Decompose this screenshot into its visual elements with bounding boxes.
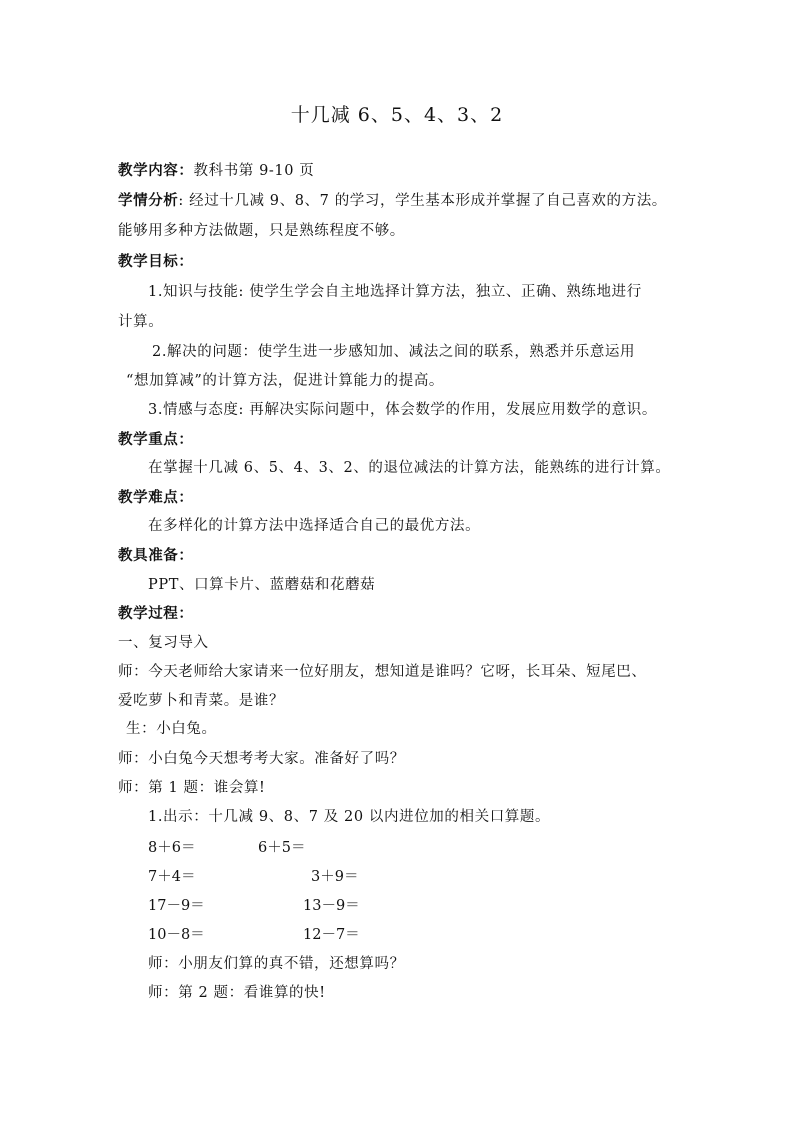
content-label: 教学内容： xyxy=(118,162,194,179)
key-point-text: 在掌握十几减 6、5、4、3、2、的退位减法的计算方法，能熟练的进行计算。 xyxy=(148,460,671,476)
student-line: 生：小白兔。 xyxy=(126,721,217,737)
math-problem: 6＋5＝ xyxy=(258,840,306,856)
teacher-line-1: 师：今天老师给大家请来一位好朋友，想知道是谁吗？它呀，长耳朵、短尾巴、 xyxy=(118,664,647,680)
teacher-line-6: 师：第 2 题：看谁算的快! xyxy=(148,985,326,1001)
analysis-label: 学情分析 xyxy=(118,192,179,209)
analysis-text-1: : 经过十几减 9、8、7 的学习，学生基本形成并掌握了自己喜欢的方法。 xyxy=(178,193,667,209)
process-label: 教学过程： xyxy=(118,605,194,622)
goal-3: 3.情感与态度: 再解决实际问题中，体会数学的作用，发展应用数学的意识。 xyxy=(148,402,657,418)
teacher-line-3: 师：小白兔今天想考考大家。准备好了吗？ xyxy=(118,751,405,767)
goal-2-line-1: 2.解决的问题：使学生进一步感知加、减法之间的联系，熟悉并乐意运用 xyxy=(152,344,636,360)
section-heading: 一、复习导入 xyxy=(118,635,209,651)
math-problem: 17－9＝ xyxy=(148,898,205,914)
math-problem: 3＋9＝ xyxy=(311,869,359,885)
analysis-line-2: 能够用多种方法做题，只是熟练程度不够。 xyxy=(118,223,405,239)
content-text: 教科书第 9-10 页 xyxy=(193,163,315,179)
math-problem: 8＋6＝ xyxy=(148,840,196,856)
math-problem: 12－7＝ xyxy=(303,927,360,943)
teacher-line-5: 师：小朋友们算的真不错，还想算吗？ xyxy=(148,956,405,972)
difficulty-text: 在多样化的计算方法中选择适合自己的最优方法。 xyxy=(148,518,481,534)
goals-label: 教学目标： xyxy=(118,253,194,270)
math-problem: 7＋4＝ xyxy=(148,869,196,885)
page-title: 十几减 6、5、4、3、2 xyxy=(290,104,504,126)
tools-text: PPT、口算卡片、蓝蘑菇和花蘑菇 xyxy=(148,577,376,593)
show-line: 1.出示：十几减 9、8、7 及 20 以内进位加的相关口算题。 xyxy=(148,809,551,825)
analysis-line-1 xyxy=(118,191,667,211)
key-point-label: 教学重点： xyxy=(118,431,194,448)
teacher-line-2: 爱吃萝卜和青菜。是谁？ xyxy=(118,693,285,709)
goal-1-line-2: 计算。 xyxy=(118,314,164,330)
teacher-line-4: 师：第 1 题：谁会算! xyxy=(118,780,266,796)
math-problem: 13－9＝ xyxy=(303,898,360,914)
goal-1-line-1: 1.知识与技能: 使学生学会自主地选择计算方法，独立、正确、熟练地进行 xyxy=(148,284,642,300)
tools-label: 教具准备： xyxy=(118,547,194,564)
goal-2-line-2: “想加算减”的计算方法，促进计算能力的提高。 xyxy=(126,373,445,389)
content-line xyxy=(118,161,314,181)
math-problem: 10－8＝ xyxy=(148,927,205,943)
difficulty-label: 教学难点： xyxy=(118,489,194,506)
